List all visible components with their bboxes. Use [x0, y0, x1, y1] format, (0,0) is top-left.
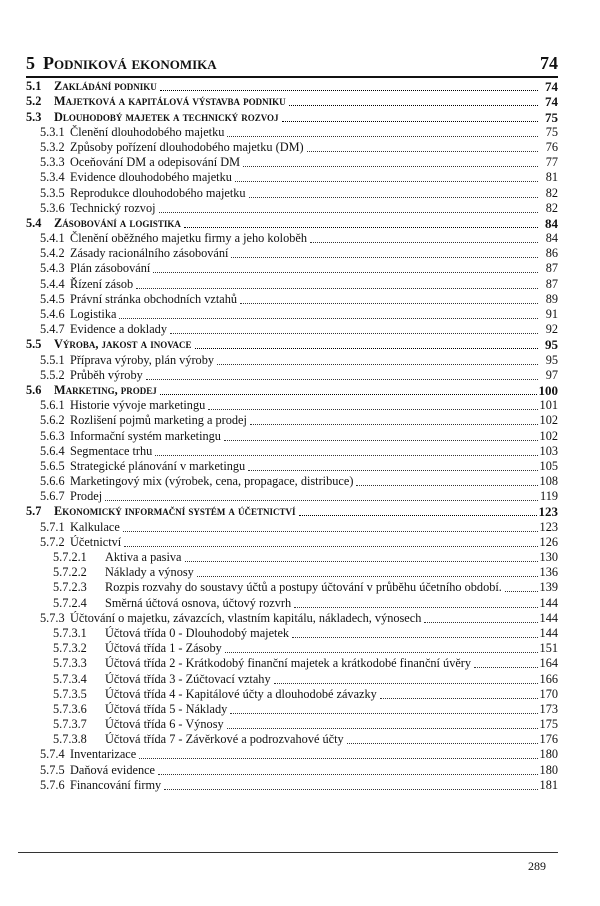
toc-entry-page: 92	[545, 322, 558, 337]
toc-entry-title: Účtová třída 4 - Kapitálové účty a dlouhodobé závazky	[105, 686, 377, 701]
toc-leader-dots	[153, 272, 538, 273]
toc-entry-page: 181	[539, 777, 558, 792]
toc-leader-dots	[282, 121, 538, 122]
toc-entry-title: Výroba, jakost a inovace	[54, 337, 192, 352]
toc-leader-dots	[356, 485, 537, 486]
toc-entry	[26, 656, 558, 671]
chapter-page: 74	[540, 53, 558, 73]
toc-entry-number: 5.4.7	[40, 322, 65, 337]
toc-entry-title: Evidence a doklady	[70, 322, 167, 337]
toc-entry-title: Směrná účtová osnova, účtový rozvrh	[105, 595, 292, 610]
toc-entry-number: 5.6	[26, 382, 42, 397]
toc-leader-dots	[136, 288, 538, 289]
toc-entry-title: Historie vývoje marketingu	[70, 398, 206, 413]
toc-entry-number: 5.1	[26, 79, 42, 94]
toc-leader-dots	[294, 607, 537, 608]
toc-entry	[26, 687, 558, 702]
toc-entry-title: Prodej	[70, 489, 103, 504]
toc-entry-page: 119	[540, 489, 558, 504]
toc-entry	[26, 322, 558, 337]
toc-entry-title: Marketingový mix (výrobek, cena, propagace, distribuce)	[70, 474, 354, 489]
toc-entry-number: 5.7.3.7	[53, 717, 87, 732]
toc-leader-dots	[505, 591, 538, 592]
toc-entry	[26, 292, 558, 307]
toc-entry-number: 5.7.6	[40, 777, 65, 792]
toc-entry-page: 82	[545, 185, 558, 200]
chapter-rule	[26, 76, 558, 78]
toc-entry-title: Technický rozvoj	[70, 200, 156, 215]
toc-entry-title: Rozlišení pojmů marketing a prodej	[70, 413, 247, 428]
toc-leader-dots	[160, 90, 538, 91]
toc-entry-page: 95	[545, 352, 558, 367]
toc-entry-page: 77	[545, 155, 558, 170]
toc-entry-title: Plán zásobování	[70, 261, 151, 276]
toc-entry-title: Účtová třída 3 - Zúčtovací vztahy	[105, 671, 271, 686]
toc-leader-dots	[347, 743, 538, 744]
toc-leader-dots	[310, 242, 538, 243]
toc-entry-page: 74	[545, 94, 558, 110]
toc-entry-title: Rozpis rozvahy do soustavy účtů a postupy účtování v průběhu účetního období.	[105, 580, 502, 595]
toc-leader-dots	[289, 105, 538, 106]
toc-leader-dots	[224, 440, 538, 441]
toc-entry-number: 5.3.3	[40, 155, 65, 170]
toc-entry	[26, 246, 558, 261]
toc-entry	[26, 170, 558, 185]
toc-entry-title: Evidence dlouhodobého majetku	[70, 170, 232, 185]
toc-entry-title: Příprava výroby, plán výroby	[70, 352, 215, 367]
toc-entry-number: 5.7.2.2	[53, 565, 87, 580]
toc-leader-dots	[119, 318, 538, 319]
toc-entry	[26, 79, 558, 94]
toc-leader-dots	[197, 576, 538, 577]
toc-leader-dots	[230, 713, 537, 714]
toc-entry	[26, 94, 558, 109]
toc-leader-dots	[243, 166, 538, 167]
toc-entry-title: Zásady racionálního zásobování	[70, 246, 229, 261]
toc-entry-page: 91	[545, 307, 558, 321]
toc-leader-dots	[184, 227, 538, 228]
toc-leader-dots	[248, 470, 537, 471]
toc-entry-number: 5.3	[26, 109, 42, 124]
toc-entry-title: Inventarizace	[70, 747, 137, 762]
toc-entry-number: 5.5.1	[40, 352, 65, 367]
toc-entry-number: 5.7.3.5	[53, 686, 87, 701]
toc-entry-number: 5.3.1	[40, 124, 65, 139]
toc-leader-dots	[124, 546, 537, 547]
toc-entry-number: 5.7.3.2	[53, 641, 87, 656]
toc-entry	[26, 216, 558, 231]
toc-entry-title: Účtová třída 0 - Dlouhodobý majetek	[105, 625, 290, 640]
toc-entry-title: Účtová třída 7 - Závěrkové a podrozvahové účty	[105, 732, 344, 747]
toc-entry-page: 164	[539, 656, 558, 671]
toc-entry-number: 5.6.6	[40, 474, 65, 489]
toc-entry-number: 5.7.3.3	[53, 656, 87, 671]
toc-entry-number: 5.3.4	[40, 170, 65, 185]
toc-leader-dots	[158, 774, 538, 775]
toc-entry-title: Kalkulace	[70, 519, 120, 534]
toc-entry-page: 180	[539, 747, 558, 762]
toc-entry	[26, 504, 558, 519]
toc-leader-dots	[146, 379, 538, 380]
toc-leader-dots	[424, 622, 537, 623]
toc-entry-title: Reprodukce dlouhodobého majetku	[70, 185, 246, 200]
toc-entry	[26, 762, 558, 777]
toc-leader-dots	[164, 789, 537, 790]
toc-leader-dots	[231, 257, 538, 258]
toc-entry-number: 5.5	[26, 337, 42, 352]
toc-entry	[26, 778, 558, 793]
toc-entry-page: 139	[539, 580, 558, 595]
toc-entry-page: 105	[539, 458, 558, 473]
toc-entry-title: Účtová třída 5 - Náklady	[105, 701, 228, 716]
toc-entry-number: 5.6.5	[40, 458, 65, 473]
toc-entry	[26, 717, 558, 732]
toc-entry-title: Náklady a výnosy	[105, 565, 194, 580]
toc-entry-page: 103	[539, 443, 558, 458]
toc-entry-number: 5.4.2	[40, 246, 65, 261]
toc-leader-dots	[123, 531, 538, 532]
toc-entry-number: 5.7.2.4	[53, 595, 87, 610]
toc-entry-number: 5.3.2	[40, 139, 65, 154]
toc-entry-title: Průběh výroby	[70, 367, 143, 382]
toc-entry-page: 173	[539, 701, 558, 716]
toc-entry	[26, 641, 558, 656]
toc-leader-dots	[299, 515, 537, 516]
toc-entry	[26, 109, 558, 124]
toc-entry-page: 97	[545, 367, 558, 382]
toc-entry	[26, 702, 558, 717]
toc-entry	[26, 398, 558, 413]
toc-entry-number: 5.7.3.1	[53, 625, 87, 640]
toc-entry	[26, 550, 558, 565]
toc-leader-dots	[292, 637, 537, 638]
toc-entry-page: 75	[545, 109, 558, 125]
toc-entry-number: 5.6.2	[40, 413, 65, 428]
chapter-number: 5	[26, 53, 35, 73]
toc-leader-dots	[249, 197, 538, 198]
toc-leader-dots	[227, 728, 538, 729]
toc-entry-page: 86	[545, 246, 558, 261]
toc-entry-title: Právní stránka obchodních vztahů	[70, 291, 237, 306]
toc-entry-page: 123	[538, 504, 558, 520]
toc-entry-title: Účtová třída 2 - Krátkodobý finanční majetek a krátkodobé finanční úvěry	[105, 656, 472, 671]
toc-leader-dots	[380, 698, 538, 699]
toc-entry-page: 175	[539, 717, 558, 732]
toc-entry-number: 5.7	[26, 504, 42, 519]
footer-page-number: 289	[528, 859, 546, 873]
toc-entry-page: 82	[545, 200, 558, 215]
toc-entry	[26, 276, 558, 291]
toc-entry	[26, 535, 558, 550]
toc-entry	[26, 595, 558, 610]
toc-leader-dots	[155, 455, 537, 456]
toc-entry-title: Daňová evidence	[70, 762, 156, 777]
toc-entry-page: 170	[539, 686, 558, 701]
toc-entry-page: 144	[539, 625, 558, 640]
toc-entry-number: 5.7.3.6	[53, 701, 87, 716]
toc-entry-number: 5.7.3.8	[53, 732, 87, 747]
toc-entry-page: 151	[539, 641, 558, 656]
toc-leader-dots	[474, 667, 538, 668]
toc-leader-dots	[139, 758, 537, 759]
toc-entry-page: 180	[539, 762, 558, 777]
toc-entry	[26, 428, 558, 443]
toc-entry-number: 5.3.6	[40, 200, 65, 215]
toc-entry-title: Způsoby pořízení dlouhodobého majetku (DM)	[70, 139, 304, 154]
toc-entry	[26, 747, 558, 762]
chapter-heading	[26, 53, 558, 75]
toc-entry	[26, 352, 558, 367]
toc-entry-number: 5.4.6	[40, 307, 65, 321]
toc-entry-page: 89	[545, 291, 558, 306]
toc-entry	[26, 519, 558, 534]
toc-entry-number: 5.7.3.4	[53, 671, 87, 686]
toc-entry-title: Oceňování DM a odepisování DM	[70, 155, 241, 170]
toc-leader-dots	[159, 212, 538, 213]
toc-entry-title: Účtová třída 6 - Výnosy	[105, 717, 224, 732]
toc-leader-dots	[274, 683, 538, 684]
toc-entry	[26, 565, 558, 580]
toc-leader-dots	[250, 424, 538, 425]
toc-entry-title: Účtování o majetku, závazcích, vlastním kapitálu, nákladech, výnosech	[70, 610, 422, 625]
toc-entry	[26, 489, 558, 504]
toc-entry-number: 5.4.3	[40, 261, 65, 276]
toc-entry-page: 130	[539, 550, 558, 564]
chapter-title: Podniková ekonomika	[43, 53, 217, 73]
toc-entry-page: 101	[539, 398, 558, 413]
toc-entry-title: Účtová třída 1 - Zásoby	[105, 641, 222, 656]
toc-entry	[26, 307, 558, 322]
toc-entry-title: Dlouhodobý majetek a technický rozvoj	[54, 109, 279, 124]
toc-entry-number: 5.3.5	[40, 185, 65, 200]
toc-entry-page: 136	[539, 565, 558, 580]
toc-entry-number: 5.6.1	[40, 398, 65, 413]
toc-leader-dots	[307, 151, 538, 152]
toc-entry-number: 5.7.5	[40, 762, 65, 777]
toc-entry-title: Financování firmy	[70, 777, 162, 792]
toc-entry-page: 176	[539, 732, 558, 747]
toc-leader-dots	[170, 333, 538, 334]
toc-entry	[26, 337, 558, 352]
toc-entry	[26, 383, 558, 398]
toc-leader-dots	[235, 181, 538, 182]
footer-rule	[18, 852, 558, 853]
table-of-contents	[26, 79, 558, 793]
toc-entry-title: Logistika	[70, 307, 117, 321]
toc-entry	[26, 626, 558, 641]
toc-entry-page: 102	[539, 413, 558, 428]
toc-entry-page: 123	[539, 519, 558, 534]
toc-entry-page: 108	[539, 474, 558, 489]
toc-entry-title: Segmentace trhu	[70, 443, 153, 458]
toc-entry-page: 95	[545, 337, 558, 353]
toc-entry	[26, 368, 558, 383]
toc-entry-title: Marketing, prodej	[54, 382, 157, 397]
toc-leader-dots	[208, 409, 537, 410]
toc-entry-number: 5.7.2.3	[53, 580, 87, 595]
toc-entry-number: 5.7.1	[40, 519, 65, 534]
toc-entry-page: 87	[545, 276, 558, 291]
toc-leader-dots	[240, 303, 538, 304]
toc-entry-page: 144	[539, 610, 558, 625]
toc-entry-number: 5.5.2	[40, 367, 65, 382]
toc-entry-page: 84	[545, 231, 558, 246]
toc-entry-title: Řízení zásob	[70, 276, 134, 291]
toc-leader-dots	[225, 652, 538, 653]
toc-entry-title: Informační systém marketingu	[70, 428, 221, 443]
toc-entry-number: 5.4.1	[40, 231, 65, 246]
toc-entry-number: 5.4	[26, 215, 42, 230]
toc-entry-title: Aktiva a pasiva	[105, 550, 182, 564]
toc-entry	[26, 231, 558, 246]
toc-entry-number: 5.2	[26, 94, 42, 109]
toc-entry-number: 5.4.5	[40, 291, 65, 306]
toc-entry	[26, 580, 558, 595]
toc-entry	[26, 413, 558, 428]
toc-leader-dots	[217, 364, 538, 365]
toc-entry-page: 75	[545, 124, 558, 139]
toc-entry-title: Členění oběžného majetku firmy a jeho koloběh	[70, 231, 307, 246]
toc-entry	[26, 140, 558, 155]
toc-entry-page: 126	[539, 534, 558, 549]
toc-entry	[26, 611, 558, 626]
toc-entry	[26, 732, 558, 747]
toc-entry-title: Majetková a kapitálová výstavba podniku	[54, 94, 286, 109]
toc-entry	[26, 185, 558, 200]
toc-entry-page: 87	[545, 261, 558, 276]
toc-leader-dots	[185, 561, 538, 562]
toc-leader-dots	[195, 348, 538, 349]
toc-entry-number: 5.6.3	[40, 428, 65, 443]
toc-leader-dots	[160, 394, 537, 395]
toc-entry	[26, 444, 558, 459]
toc-entry	[26, 201, 558, 216]
toc-entry	[26, 474, 558, 489]
toc-entry-number: 5.4.4	[40, 276, 65, 291]
toc-entry-title: Členění dlouhodobého majetku	[70, 124, 225, 139]
toc-entry-title: Zásobování a logistika	[54, 215, 181, 230]
toc-leader-dots	[105, 500, 538, 501]
toc-entry-number: 5.7.2.1	[53, 550, 87, 564]
toc-entry	[26, 459, 558, 474]
toc-entry-number: 5.6.4	[40, 443, 65, 458]
toc-entry	[26, 155, 558, 170]
toc-entry-page: 76	[545, 139, 558, 154]
toc-entry-page: 74	[545, 79, 558, 95]
toc-entry-title: Ekonomický informační systém a účetnictví	[54, 504, 296, 519]
toc-entry	[26, 671, 558, 686]
toc-entry-page: 84	[545, 215, 558, 231]
toc-entry-page: 100	[538, 382, 558, 398]
toc-entry-number: 5.6.7	[40, 489, 65, 504]
toc-entry-page: 144	[539, 595, 558, 610]
toc-entry-title: Zakládání podniku	[54, 79, 157, 94]
toc-leader-dots	[227, 136, 538, 137]
toc-entry-title: Strategické plánování v marketingu	[70, 458, 246, 473]
toc-entry-number: 5.7.4	[40, 747, 65, 762]
toc-entry-number: 5.7.3	[40, 610, 65, 625]
toc-entry-page: 81	[545, 170, 558, 185]
toc-entry-page: 166	[539, 671, 558, 686]
toc-entry	[26, 261, 558, 276]
toc-entry-page: 102	[539, 428, 558, 443]
toc-entry	[26, 125, 558, 140]
toc-entry-number: 5.7.2	[40, 534, 65, 549]
toc-entry-title: Účetnictví	[70, 534, 122, 549]
